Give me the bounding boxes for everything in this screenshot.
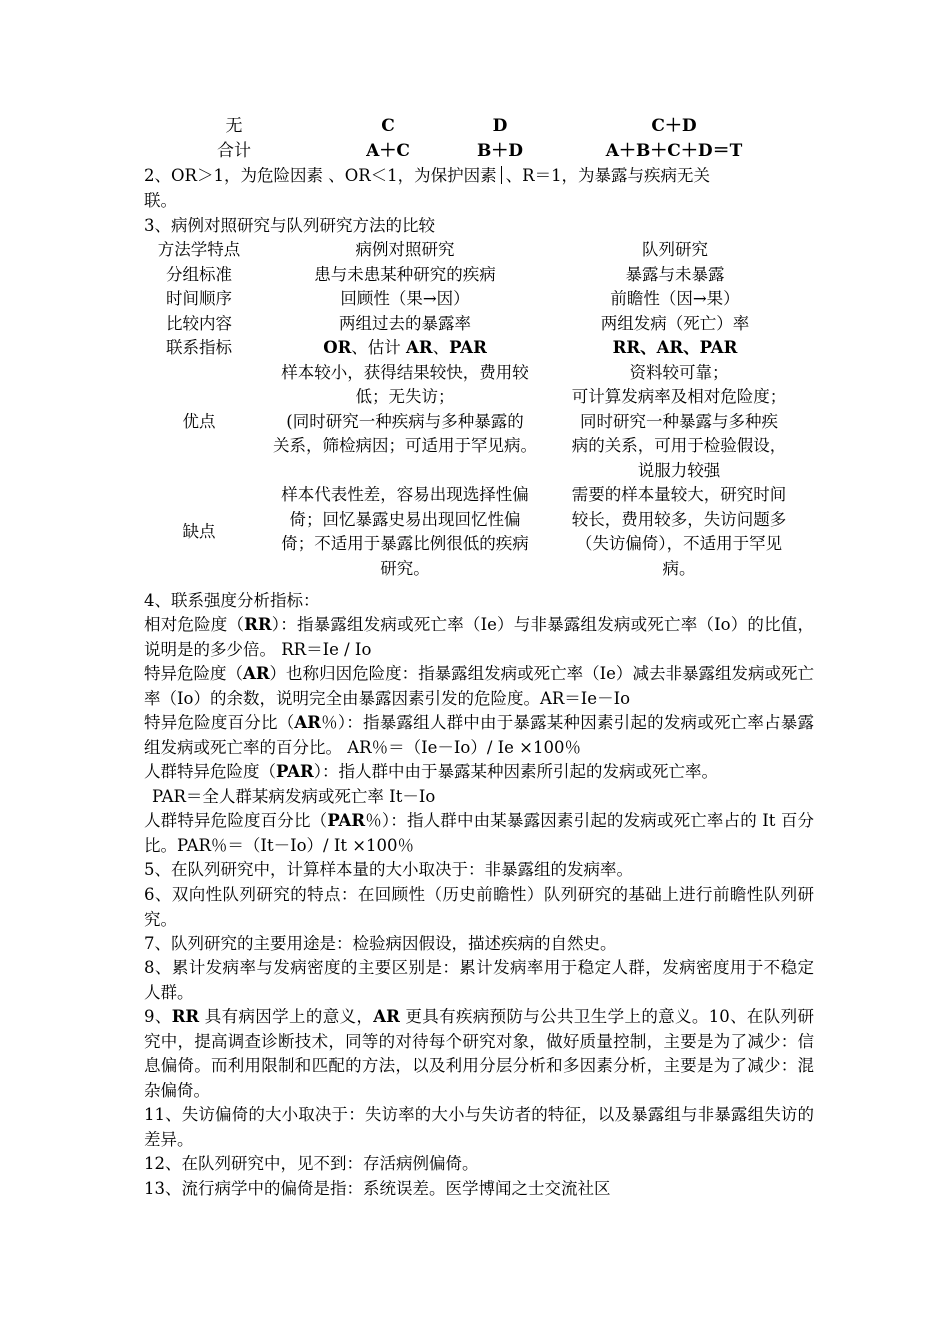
cell-line: 资料较可靠；: [629, 362, 729, 382]
rr-term: RR: [171, 1007, 200, 1026]
case-control-cell: 回顾性（果→因）: [340, 289, 470, 308]
rr-text-a: 相对危险度（: [144, 615, 245, 634]
ar-definition: [144, 662, 814, 711]
arp-text-b: ％）：指暴露组人群中由于暴露某种因素引起的发病或死亡率占暴露组发病或死亡率的百分比。 AR％＝（Ie－Io）/ Ie ×100％: [144, 713, 815, 757]
text-cursor: [501, 166, 502, 184]
cohort-cell: 两组发病（死亡）率: [600, 313, 750, 333]
estimate-text: 、估计: [351, 338, 407, 357]
header-feature: 方法学特点: [157, 240, 241, 259]
cell-line: 研究。: [380, 558, 430, 578]
cohort-cell: 前瞻性（因→果）: [610, 289, 740, 308]
header-cohort: 队列研究: [642, 240, 708, 259]
cell-line: 倚；不适用于暴露比例很低的疾病: [281, 534, 529, 553]
par-text-b: ）：指人群中由于暴露某种因素所引起的发病或死亡率。: [313, 762, 718, 781]
cell-line: 病的关系，可用于检验假设，: [571, 436, 787, 455]
row-label: 比较内容: [166, 313, 232, 333]
par-term: PAR: [276, 762, 314, 781]
cell-line: 需要的样本量较大，研究时间: [571, 485, 787, 504]
par-percent-definition: [144, 809, 814, 858]
item-13: 13、流行病学中的偏倚是指：系统误差。医学博闻之士交流社区: [144, 1179, 611, 1198]
case-control-cell: [260, 361, 550, 459]
cell-line: （失访偏倚），不适用于罕见: [575, 534, 783, 553]
cell-line: 病。: [662, 558, 696, 578]
rr-definition: [144, 613, 814, 662]
item-3-title: 3、病例对照研究与队列研究方法的比较: [144, 216, 435, 235]
p9-text-a: 9、: [144, 1007, 172, 1026]
cell-line: 样本较小，获得结果较快，费用较: [281, 362, 529, 382]
item-11: 11、失访偏倚的大小取决于：失访率的大小与失访者的特征，以及暴露组与非暴露组失访的差异。: [144, 1105, 814, 1149]
parp-text-b: ％）：指人群中由某暴露因素引起的发病或死亡率占的 It 百分比。PAR％＝（It－Io）/ It ×100％: [144, 811, 815, 855]
case-control-cell: [260, 483, 550, 581]
cell-d: D: [492, 116, 508, 136]
header-case-control: 病例对照研究: [355, 240, 455, 259]
table-row-advantages: [144, 361, 820, 484]
par-formula: PAR＝全人群某病发病或死亡率 It－Io: [152, 787, 436, 806]
cell-line: 关系，筛检病因；可适用于罕见病。: [273, 436, 537, 455]
row-label: 联系指标: [166, 338, 232, 357]
cell-line: 倚；回忆暴露史易出现回忆性偏: [289, 509, 521, 529]
item-9-10: [144, 1005, 814, 1103]
rr-text-b: ）：指暴露组发病或死亡率（Ie）与非暴露组发病或死亡率（Io）的比值，说明是的多少倍。 RR＝Ie / Io: [144, 615, 815, 659]
table-row-disadvantages: [144, 483, 820, 581]
par-definition: [144, 760, 814, 785]
arp-term: AR: [294, 713, 321, 732]
row-label: 合计: [217, 141, 251, 161]
cell-line: (同时研究一种疾病与多种暴露的: [286, 411, 524, 431]
table-row-none: [0, 114, 950, 138]
table-row-index: [144, 336, 820, 361]
table-header-row: [144, 238, 820, 263]
item-12: 12、在队列研究中，见不到：存活病例偏倚。: [144, 1154, 479, 1173]
cell-total: A＋B＋C＋D＝T: [605, 141, 743, 161]
section-4-title: 4、联系强度分析指标：: [144, 591, 320, 610]
item-6: 6、双向性队列研究的特点：在回顾性（历史前瞻性）队列研究的基础上进行前瞻性队列研究。: [144, 885, 814, 929]
ar-term: AR: [373, 1007, 400, 1026]
cell-line: 低；无失访；: [355, 387, 455, 406]
cell-line: 样本代表性差，容易出现选择性偏: [281, 485, 529, 504]
item-2-text-a: 2、OR＞1，为危险因素 、OR＜1，为保护因素: [144, 166, 497, 185]
item-2-text-b: 、R＝1，为暴露与疾病无关: [505, 166, 711, 185]
comparison-table: [144, 238, 820, 581]
ar-label: AR: [406, 338, 433, 357]
cell-d: B＋D: [476, 141, 524, 161]
cell-c: C: [381, 116, 395, 136]
parp-term: PAR: [327, 811, 366, 830]
row-label: 优点: [182, 411, 216, 431]
separator-text: 、: [432, 338, 450, 357]
parp-text-a: 人群特异危险度百分比（: [144, 811, 328, 830]
item-2-line-2: 联。: [144, 191, 177, 210]
cohort-cell: [544, 361, 814, 484]
item-2-line: [144, 164, 814, 188]
cell-line: 可计算发病率及相对危险度；: [571, 387, 787, 406]
p9-text-b: 具有病因学上的意义，: [199, 1007, 374, 1026]
cell-c: A＋C: [366, 141, 410, 161]
cohort-cell: 暴露与未暴露: [625, 264, 725, 284]
cell-line: 较长，费用较多，失访问题多: [571, 509, 787, 529]
arp-text-a: 特异危险度百分比（: [144, 713, 295, 732]
case-control-cell: 两组过去的暴露率: [339, 313, 471, 333]
rr-term: RR: [244, 615, 272, 634]
cell-line: 说服力较强: [637, 460, 721, 480]
ar-text-b: ）也称归因危险度：指暴露组发病或死亡率（Ie）减去非暴露组发病或死亡率（Io）的余数，说明完全由暴露因素引发的危险度。AR＝Ie－Io: [144, 664, 814, 708]
case-control-cell: 患与未患某种研究的疾病: [314, 264, 496, 284]
table-row-total: [0, 139, 950, 163]
p9-text-c: 更具有疾病预防与公共卫生学上的意义。10、在队列研究中，提高调查诊断技术，同等的对待每个研究对象，做好质量控制，主要是为了减少：信息偏倚。而利用限制和匹配的方法，以及利用分层分析和多因素分析，主要是为了减少：混杂偏倚。: [144, 1007, 814, 1100]
ar-text-a: 特异危险度（: [144, 664, 244, 683]
table-row: [144, 287, 820, 312]
item-8: 8、累计发病率与发病密度的主要区别是：累计发病率用于稳定人群，发病密度用于不稳定人群。: [144, 958, 814, 1002]
item-5: 5、在队列研究中，计算样本量的大小取决于：非暴露组的发病率。: [144, 860, 633, 879]
table-row: [144, 263, 820, 288]
cohort-cell: [544, 483, 814, 581]
item-7: 7、队列研究的主要用途是：检验病因假设，描述疾病的自然史。: [144, 934, 617, 953]
row-label: 无: [225, 116, 243, 136]
cell-line: 同时研究一种暴露与多种疾: [580, 411, 778, 431]
ar-term: AR: [243, 664, 270, 683]
ar-percent-definition: [144, 711, 814, 760]
row-label: 分组标准: [166, 264, 232, 284]
par-label: PAR: [449, 338, 487, 357]
row-label: 时间顺序: [166, 289, 232, 308]
case-control-cell: [260, 336, 550, 361]
cell-total: C＋D: [651, 116, 697, 136]
par-text-a: 人群特异危险度（: [144, 762, 276, 781]
or-label: OR: [323, 338, 352, 357]
row-label: 缺点: [182, 522, 216, 541]
table-row: [144, 312, 820, 337]
cohort-cell: RR、AR、PAR: [612, 338, 738, 357]
